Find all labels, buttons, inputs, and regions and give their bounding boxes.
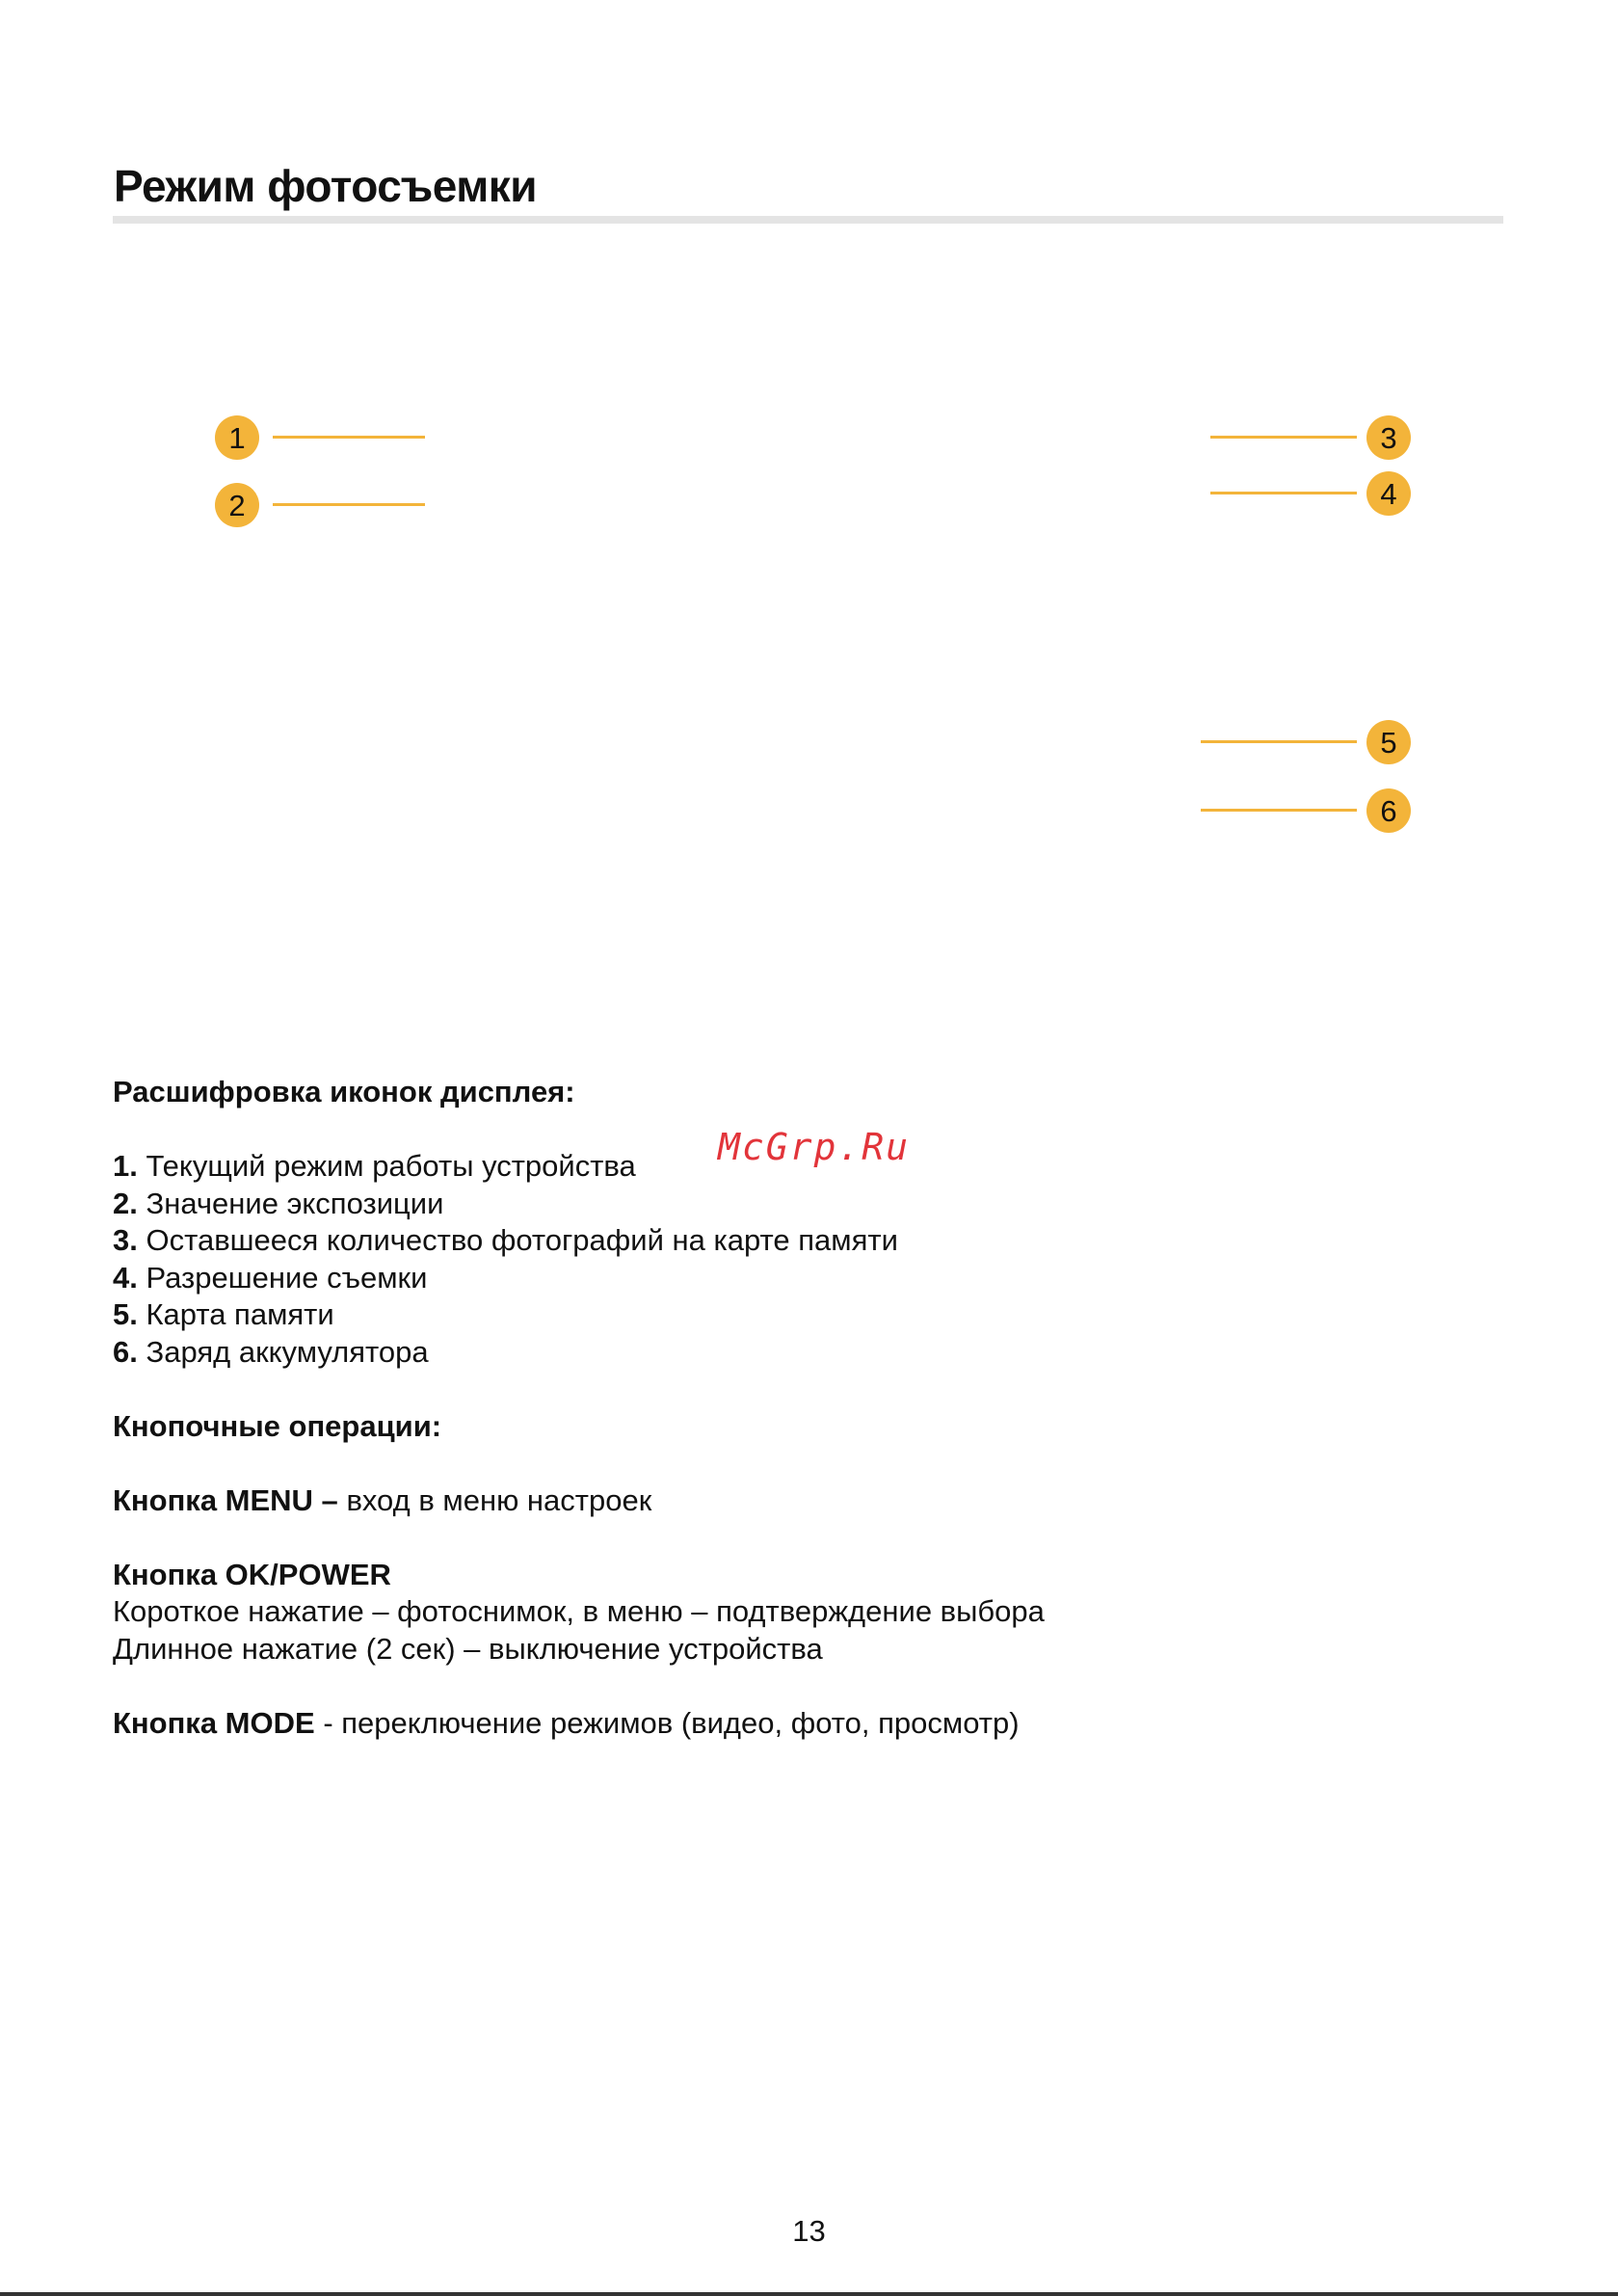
callout-line-6 [1201, 809, 1357, 812]
mode-button-label: Кнопка MODE [113, 1705, 315, 1740]
legend-item-text: Оставшееся количество фотографий на карте памяти [146, 1223, 898, 1257]
watermark: McGrp.Ru [718, 1126, 911, 1168]
callout-line-4 [1210, 492, 1357, 494]
page-title: Режим фотосъемки [114, 161, 538, 211]
callout-marker-3: 3 [1366, 415, 1411, 460]
ok-power-button-label: Кнопка OK/POWER [113, 1557, 391, 1591]
legend-item-number: 1. [113, 1149, 138, 1183]
title-divider [113, 216, 1503, 224]
callout-marker-1: 1 [215, 415, 259, 460]
legend-item-number: 6. [113, 1334, 138, 1369]
legend-item-text: Текущий режим работы устройства [146, 1149, 636, 1183]
page-number: 13 [792, 2214, 826, 2248]
legend-item-text: Заряд аккумулятора [146, 1334, 429, 1369]
ok-power-long-press: Длинное нажатие (2 сек) – выключение устройства [113, 1631, 823, 1666]
callout-line-2 [273, 503, 425, 506]
callout-line-3 [1210, 436, 1357, 439]
legend-item-text: Значение экспозиции [146, 1186, 444, 1220]
legend-item-number: 3. [113, 1223, 138, 1257]
menu-button-text: вход в меню настроек [346, 1482, 652, 1517]
legend-item [113, 1260, 1500, 1297]
menu-button-description [113, 1482, 1500, 1520]
legend-item [113, 1186, 1500, 1223]
legend-item-number: 2. [113, 1186, 138, 1220]
legend-item-text: Разрешение съемки [146, 1260, 428, 1295]
legend-item [113, 1296, 1500, 1334]
legend-item-number: 4. [113, 1260, 138, 1295]
legend-item [113, 1334, 1500, 1372]
legend-item [113, 1222, 1500, 1260]
legend-item [113, 1148, 1500, 1186]
callout-marker-2: 2 [215, 483, 259, 527]
legend-item-text: Карта памяти [146, 1297, 334, 1331]
callout-marker-5: 5 [1366, 720, 1411, 764]
legend-item-number: 5. [113, 1297, 138, 1331]
body-text [113, 1074, 1500, 1742]
mode-button-text: - переключение режимов (видео, фото, просмотр) [323, 1705, 1020, 1740]
legend-heading: Расшифровка иконок дисплея: [113, 1075, 575, 1108]
menu-button-label: Кнопка MENU – [113, 1482, 338, 1517]
callout-line-1 [273, 436, 425, 439]
bottom-edge-line [0, 2292, 1618, 2296]
mode-button-description [113, 1705, 1500, 1743]
callout-marker-6: 6 [1366, 788, 1411, 833]
callout-marker-4: 4 [1366, 471, 1411, 516]
buttons-heading: Кнопочные операции: [113, 1408, 442, 1443]
ok-power-short-press: Короткое нажатие – фотоснимок, в меню – подтверждение выбора [113, 1594, 1045, 1628]
callout-line-5 [1201, 740, 1357, 743]
